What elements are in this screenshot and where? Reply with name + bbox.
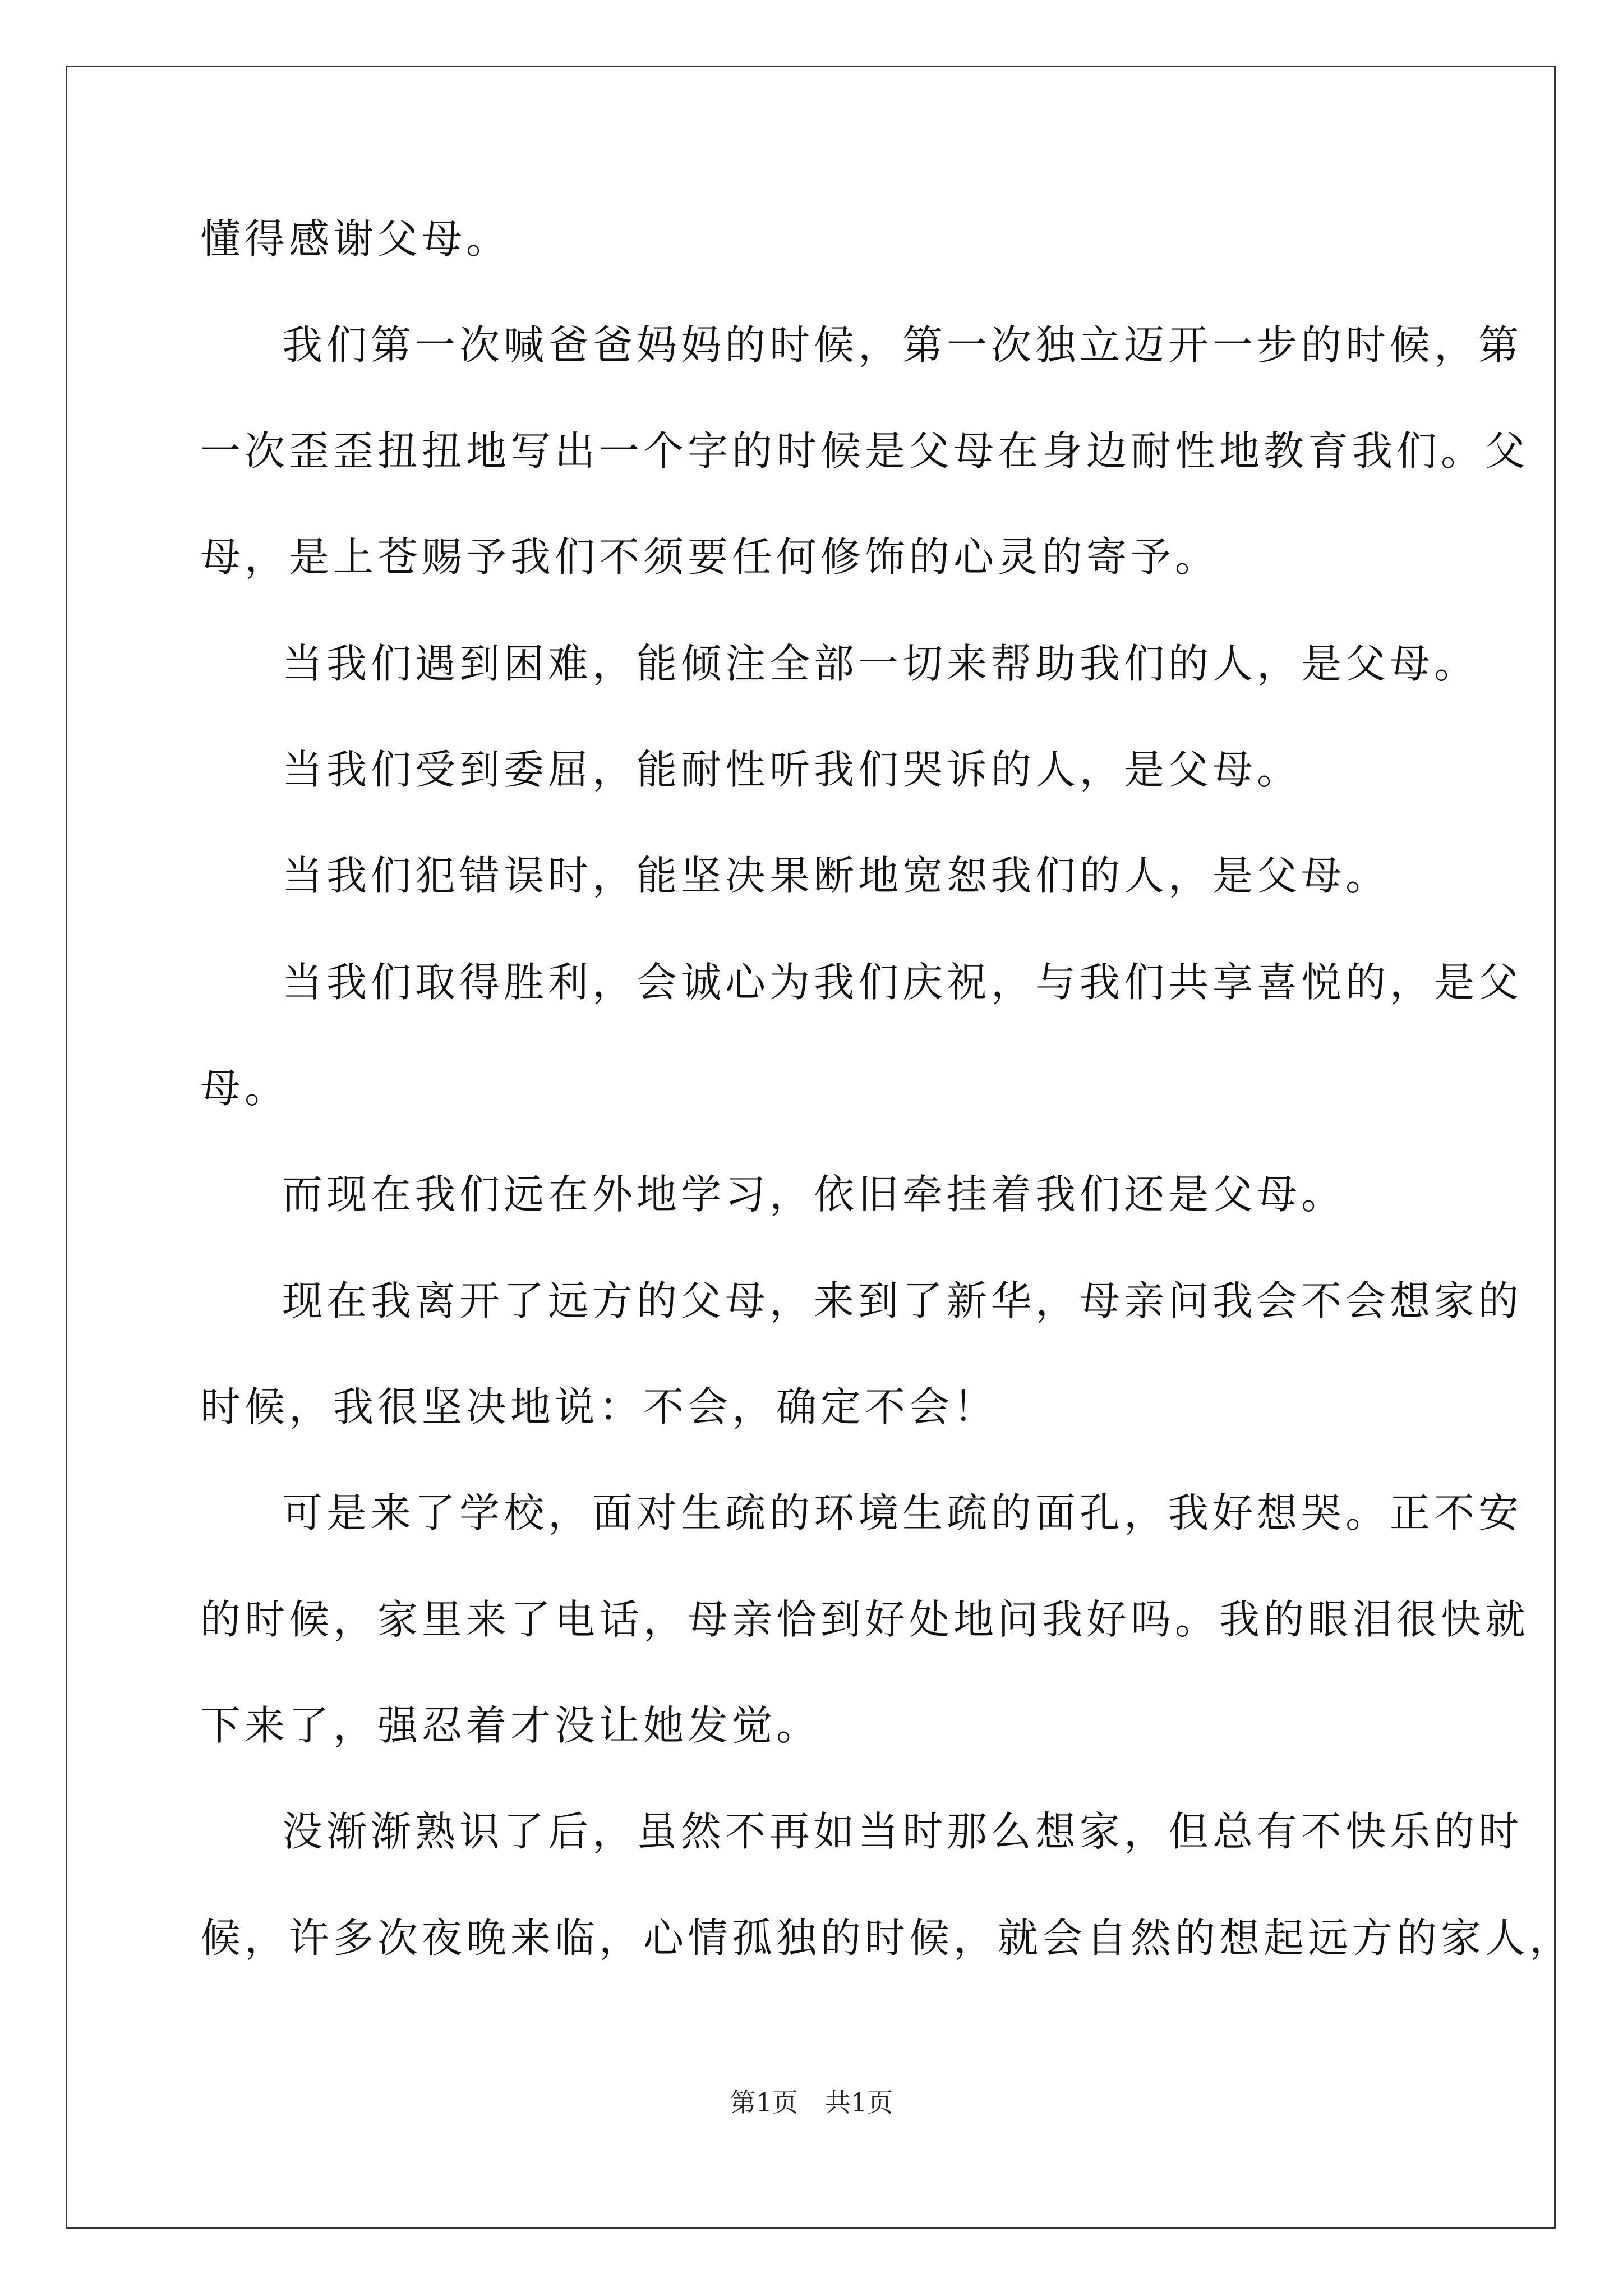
page-border [66,66,1556,2229]
text-line: 的时候，家里来了电话，母亲恰到好处地问我好吗。我的眼泪很快就 [200,1596,1530,1643]
text-line: 没渐渐熟识了后，虽然不再如当时那么想家，但总有不快乐的时 [282,1808,1523,1855]
text-line: 当我们取得胜利，会诚心为我们庆祝，与我们共享喜悦的，是父 [282,959,1523,1006]
text-line: 可是来了学校，面对生疏的环境生疏的面孔，我好想哭。正不安 [282,1489,1523,1536]
page-number-current: 第1页 [730,2087,798,2118]
page-number-total: 共1页 [825,2087,893,2118]
text-line: 母。 [200,1065,289,1112]
text-line: 一次歪歪扭扭地写出一个字的时候是父母在身边耐性地教育我们。父 [200,427,1530,475]
text-line: 懂得感谢父母。 [200,215,511,263]
text-line: 而现在我们远在外地学习，依旧牵挂着我们还是父母。 [282,1171,1346,1218]
text-line: 我们第一次喊爸爸妈妈的时候，第一次独立迈开一步的时候，第 [282,321,1523,369]
text-line: 时候，我很坚决地说：不会，确定不会！ [200,1383,998,1430]
text-line: 当我们犯错误时，能坚决果断地宽恕我们的人，是父母。 [282,852,1390,899]
text-line: 候，许多次夜晚来临，心情孤独的时候，就会自然的想起远方的家人， [200,1915,1574,1962]
text-line: 当我们受到委屈，能耐性听我们哭诉的人，是父母。 [282,746,1302,793]
text-line: 现在我离开了远方的父母，来到了新华，母亲问我会不会想家的 [282,1277,1523,1324]
text-line: 下来了，强忍着才没让她发觉。 [200,1702,821,1749]
text-line: 当我们遇到困难，能倾注全部一切来帮助我们的人，是父母。 [282,640,1479,687]
text-line: 母，是上苍赐予我们不须要任何修饰的心灵的寄予。 [200,533,1220,581]
page-footer [0,2086,1623,2119]
